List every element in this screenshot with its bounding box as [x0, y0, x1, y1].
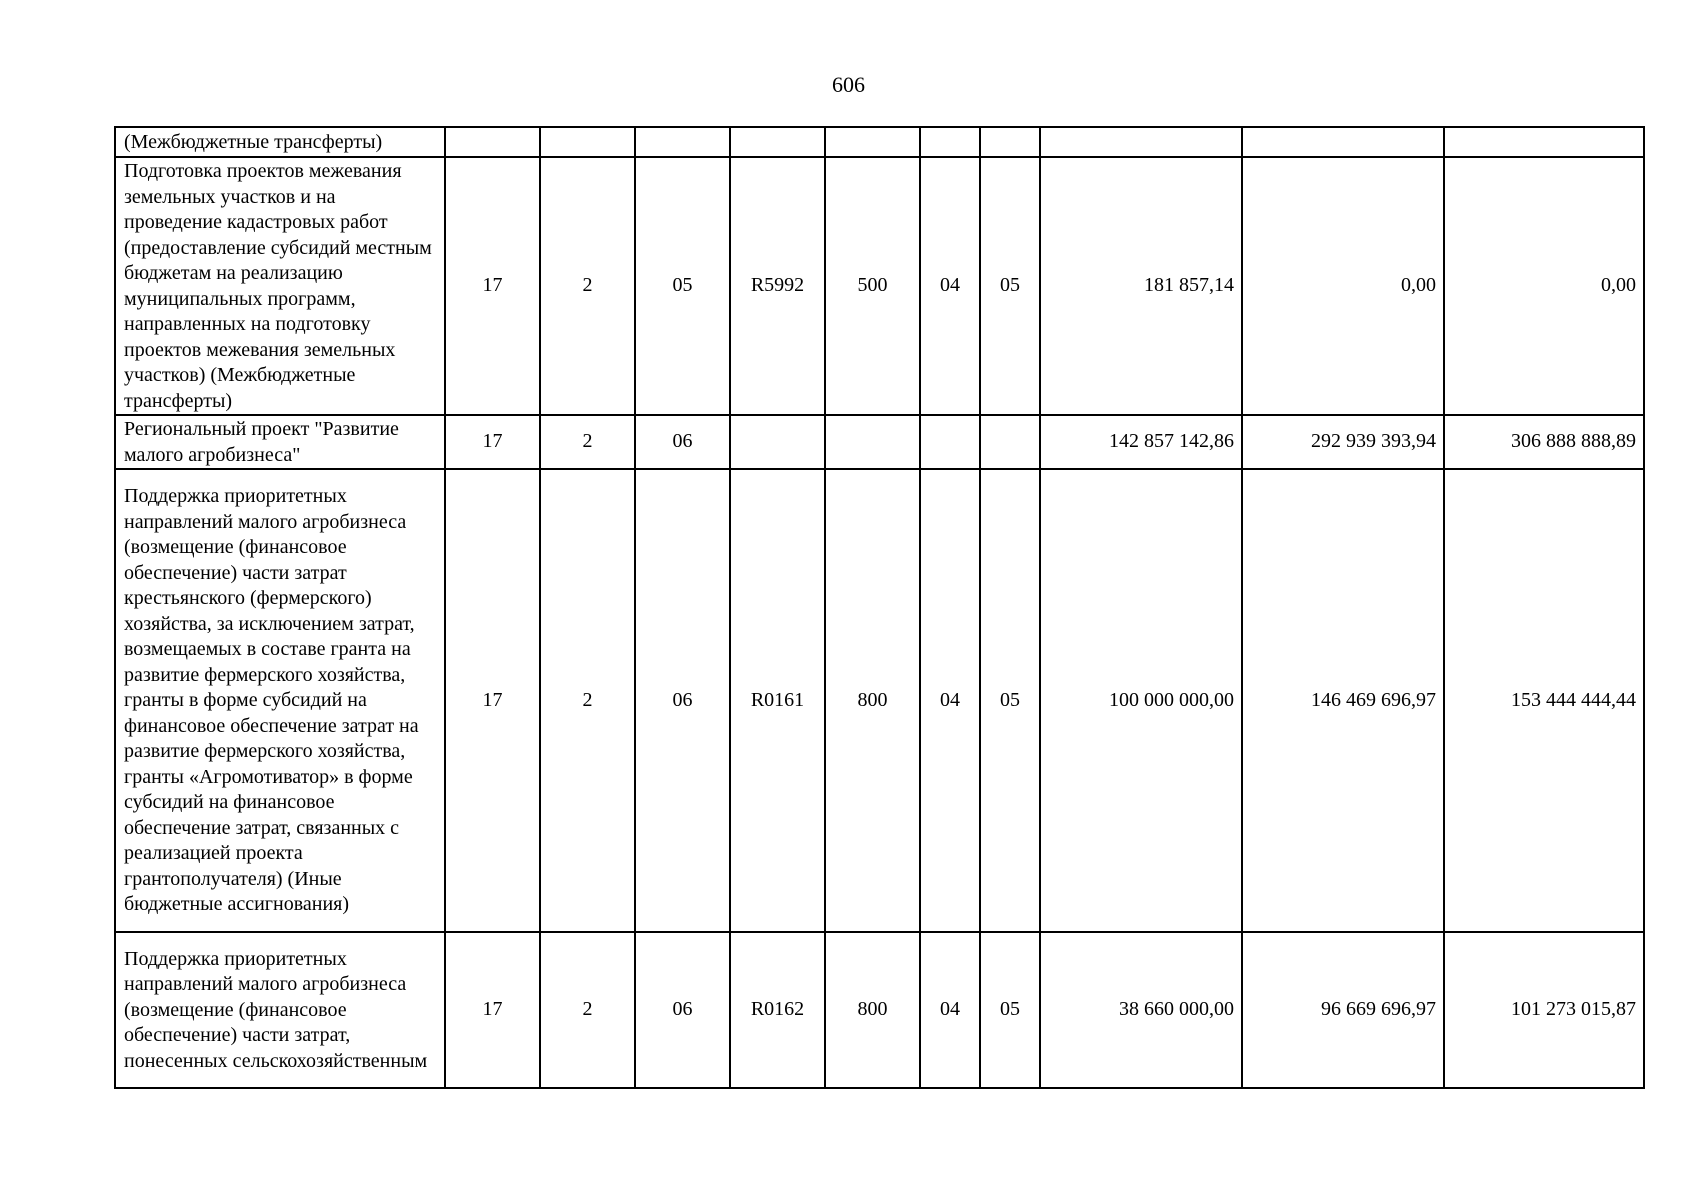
- row-name-cell: (Межбюджетные трансферты): [115, 127, 445, 157]
- section-cell: [920, 415, 980, 469]
- expense-type-cell: 800: [825, 932, 920, 1088]
- subsection-cell: 05: [980, 157, 1040, 415]
- section-cell: 04: [920, 469, 980, 932]
- direction-code-cell: R0161: [730, 469, 825, 932]
- program-code-cell: 17: [445, 157, 540, 415]
- direction-code-cell: [730, 415, 825, 469]
- row-name-cell: Подготовка проектов межевания земельных участков и на проведение кадастровых работ (предоставление субсидий местным бюджетам на реализацию муниципальных программ, направленных на подготовку проектов межевания земельных участков) (Межбюджетные трансферты): [115, 157, 445, 415]
- subsection-cell: 05: [980, 932, 1040, 1088]
- subprogram-code-cell: [540, 127, 635, 157]
- subprogram-code-cell: 2: [540, 415, 635, 469]
- event-code-cell: 06: [635, 415, 730, 469]
- row-name-cell: Поддержка приоритетных направлений малого агробизнеса (возмещение (финансовое обеспечение) части затрат, понесенных сельскохозяйственным: [115, 932, 445, 1088]
- amount-year3-cell: 153 444 444,44: [1444, 469, 1644, 932]
- amount-year2-cell: 96 669 696,97: [1242, 932, 1444, 1088]
- event-code-cell: [635, 127, 730, 157]
- amount-year2-cell: 146 469 696,97: [1242, 469, 1444, 932]
- event-code-cell: 05: [635, 157, 730, 415]
- amount-year3-cell: 306 888 888,89: [1444, 415, 1644, 469]
- direction-code-cell: R5992: [730, 157, 825, 415]
- section-cell: 04: [920, 932, 980, 1088]
- amount-year1-cell: 181 857,14: [1040, 157, 1242, 415]
- table-row: [115, 415, 1644, 469]
- amount-year1-cell: [1040, 127, 1242, 157]
- page-number: 606: [832, 72, 865, 97]
- amount-year1-cell: 142 857 142,86: [1040, 415, 1242, 469]
- table-row: [115, 932, 1644, 1088]
- expense-type-cell: [825, 415, 920, 469]
- expense-type-cell: 800: [825, 469, 920, 932]
- program-code-cell: 17: [445, 469, 540, 932]
- event-code-cell: 06: [635, 932, 730, 1088]
- subprogram-code-cell: 2: [540, 157, 635, 415]
- subprogram-code-cell: 2: [540, 932, 635, 1088]
- subsection-cell: [980, 415, 1040, 469]
- amount-year3-cell: [1444, 127, 1644, 157]
- table-row: [115, 157, 1644, 415]
- subprogram-code-cell: 2: [540, 469, 635, 932]
- program-code-cell: [445, 127, 540, 157]
- amount-year3-cell: 0,00: [1444, 157, 1644, 415]
- direction-code-cell: R0162: [730, 932, 825, 1088]
- budget-table: [114, 126, 1645, 1089]
- amount-year2-cell: [1242, 127, 1444, 157]
- subsection-cell: [980, 127, 1040, 157]
- amount-year2-cell: 0,00: [1242, 157, 1444, 415]
- amount-year1-cell: 38 660 000,00: [1040, 932, 1242, 1088]
- section-cell: [920, 127, 980, 157]
- row-name-cell: Поддержка приоритетных направлений малого агробизнеса (возмещение (финансовое обеспечение) части затрат крестьянского (фермерского) хозяйства, за исключением затрат, возмещаемых в составе гранта на развитие фермерского хозяйства, гранты в форме субсидий на финансовое обеспечение затрат на развитие фермерского хозяйства, гранты «Агромотиватор» в форме субсидий на финансовое обеспечение затрат, связанных с реализацией проекта грантополучателя) (Иные бюджетные ассигнования): [115, 469, 445, 932]
- expense-type-cell: [825, 127, 920, 157]
- amount-year1-cell: 100 000 000,00: [1040, 469, 1242, 932]
- section-cell: 04: [920, 157, 980, 415]
- event-code-cell: 06: [635, 469, 730, 932]
- expense-type-cell: 500: [825, 157, 920, 415]
- row-name-cell: Региональный проект "Развитие малого агробизнеса": [115, 415, 445, 469]
- program-code-cell: 17: [445, 932, 540, 1088]
- table-row: [115, 469, 1644, 932]
- table-row: [115, 127, 1644, 157]
- amount-year2-cell: 292 939 393,94: [1242, 415, 1444, 469]
- amount-year3-cell: 101 273 015,87: [1444, 932, 1644, 1088]
- program-code-cell: 17: [445, 415, 540, 469]
- direction-code-cell: [730, 127, 825, 157]
- subsection-cell: 05: [980, 469, 1040, 932]
